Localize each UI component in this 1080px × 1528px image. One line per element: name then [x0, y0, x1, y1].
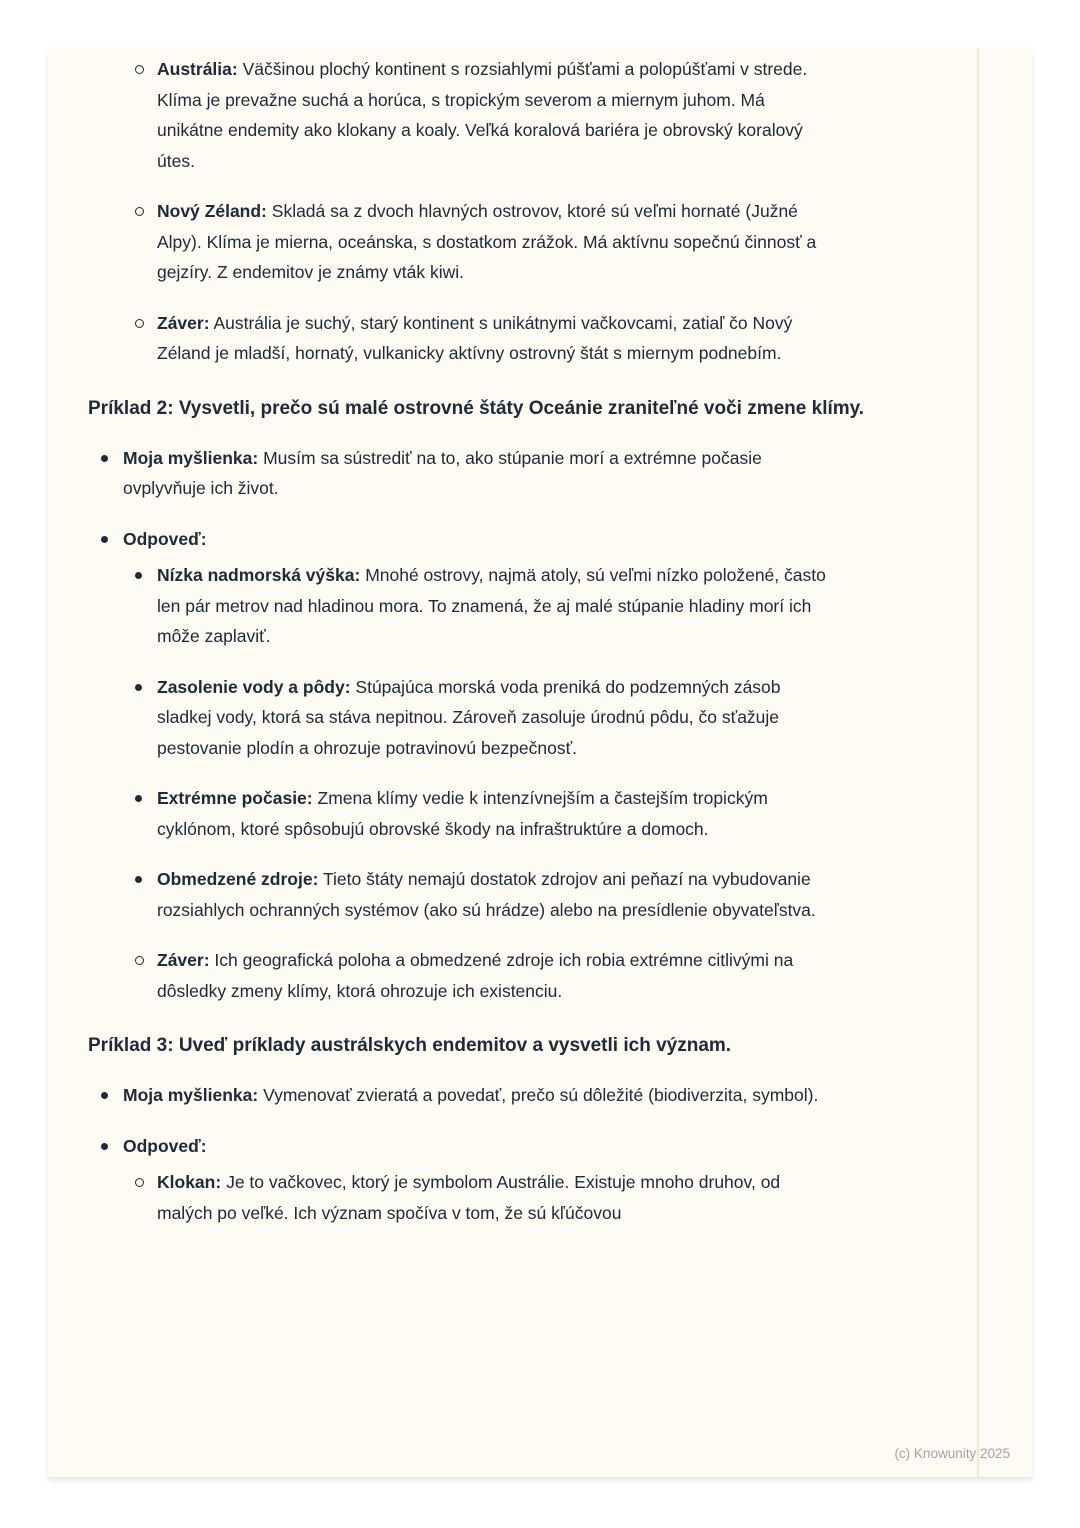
bullet-disc-icon [101, 455, 108, 462]
bullet-list [88, 54, 888, 369]
bullet-list [88, 443, 888, 555]
item-label: Klokan: [157, 1172, 222, 1192]
item-text: Vymenovať zvieratá a povedať, prečo sú dôležité (biodiverzita, symbol). [263, 1085, 819, 1105]
bullet-disc-icon [135, 795, 142, 802]
section-heading: Príklad 2: Vysvetli, prečo sú malé ostrovné štáty Oceánie zraniteľné voči zmene klímy. [88, 397, 865, 419]
item-label: Obmedzené zdroje: [157, 869, 319, 889]
item-label: Záver: [157, 312, 210, 333]
bullet-disc-icon [135, 876, 142, 883]
document-page-card [48, 48, 1032, 1477]
item-text: Austrália je suchý, starý kontinent s unikátnymi vačkovcami, zatiaľ čo Nový Zéland je mladší, hornatý, vulkanicky aktívny ostrovný štát s miernym podnebím. [157, 312, 793, 363]
item-text: Skladá sa z dvoch hlavných ostrovov, ktoré sú veľmi hornaté (Južné Alpy). Klíma je mierna, oceánska, s dostatkom zrážok. Má aktívnu sopečnú činnosť a gejzíry. Z endemitov je známy vták kiwi. [157, 201, 817, 282]
bullet-disc-icon [135, 572, 142, 579]
section-heading: Príklad 3: Uveď príklady austrálskych endemitov a vysvetli ich význam. [88, 1035, 732, 1056]
item-label: Extrémne počasie: [157, 788, 313, 808]
bullet-disc-icon [135, 684, 142, 691]
item-text: Mnohé ostrovy, najmä atoly, sú veľmi nízko položené, často len pár metrov nad hladinou mora. To znamená, že aj malé stúpanie hladiny morí ich môže zaplaviť. [157, 565, 826, 646]
item-text: Musím sa sústrediť na to, ako stúpanie morí a extrémne počasie ovplyvňuje ich život. [123, 447, 762, 498]
bullet-list [88, 560, 888, 1006]
item-text: Tieto štáty nemajú dostatok zdrojov ani peňazí na vybudovanie rozsiahlych ochranných systémov (ako sú hrádze) alebo na presídlenie obyvateľstva. [157, 869, 816, 920]
list-item [88, 672, 829, 764]
bullet-list [88, 1080, 888, 1161]
document-content [88, 54, 888, 1248]
list-item [88, 945, 829, 1006]
list-item [88, 560, 829, 652]
list-item [88, 864, 829, 925]
bullet-circle-icon [135, 1178, 144, 1187]
list-item [88, 196, 829, 288]
watermark: (c) Knowunity 2025 [894, 1446, 1010, 1461]
bullet-disc-icon [101, 536, 108, 543]
bullet-disc-icon [101, 1143, 108, 1150]
item-label: Nízka nadmorská výška: [157, 565, 361, 585]
list-item [88, 443, 839, 504]
item-text: Stúpajúca morská voda preniká do podzemných zásob sladkej vody, ktorá sa stáva nepitnou. Zároveň zasoluje úrodnú pôdu, čo sťažuje pestovanie plodín a ohrozuje potravinovú bezpečnosť. [157, 676, 781, 758]
item-text: Väčšinou plochý kontinent s rozsiahlymi púšťami a polopúšťami v strede. Klíma je prevažne suchá a horúca, s tropickým severom a miernym juhom. Má unikátne endemity ako klokany a koaly. Veľká koralová bariéra je obrovský koralový útes. [157, 59, 808, 171]
bullet-circle-icon [135, 65, 144, 74]
item-text: Je to vačkovec, ktorý je symbolom Austrálie. Existuje mnoho druhov, od malých po veľké. Ich význam spočíva v tom, že sú kľúčovou [157, 1172, 781, 1223]
list-item [88, 1167, 829, 1228]
item-label: Austrália: [157, 59, 238, 79]
list-item [88, 783, 829, 844]
list-item [88, 54, 829, 176]
bullet-circle-icon [135, 319, 144, 328]
list-item [88, 1131, 839, 1162]
list-item [88, 308, 829, 369]
item-label: Zasolenie vody a pôdy: [157, 676, 351, 697]
item-label: Záver: [157, 950, 210, 970]
list-item [88, 1080, 839, 1111]
item-label: Odpoveď: [123, 1135, 207, 1156]
item-label: Moja myšlienka: [123, 447, 259, 468]
item-text: Ich geografická poloha a obmedzené zdroje ich robia extrémne citlivými na dôsledky zmeny klímy, ktorá ohrozuje ich existenciu. [157, 950, 794, 1001]
item-label: Moja myšlienka: [123, 1085, 259, 1105]
item-label: Nový Zéland: [157, 201, 267, 221]
bullet-circle-icon [135, 207, 144, 216]
item-text: Zmena klímy vedie k intenzívnejším a častejším tropickým cyklónom, ktoré spôsobujú obrovské škody na infraštruktúre a domoch. [157, 788, 768, 839]
list-item [88, 524, 839, 555]
item-label: Odpoveď: [123, 528, 207, 549]
bullet-disc-icon [101, 1092, 108, 1099]
page-fold-divider [977, 48, 979, 1477]
bullet-circle-icon [135, 956, 144, 965]
bullet-list [88, 1167, 888, 1228]
